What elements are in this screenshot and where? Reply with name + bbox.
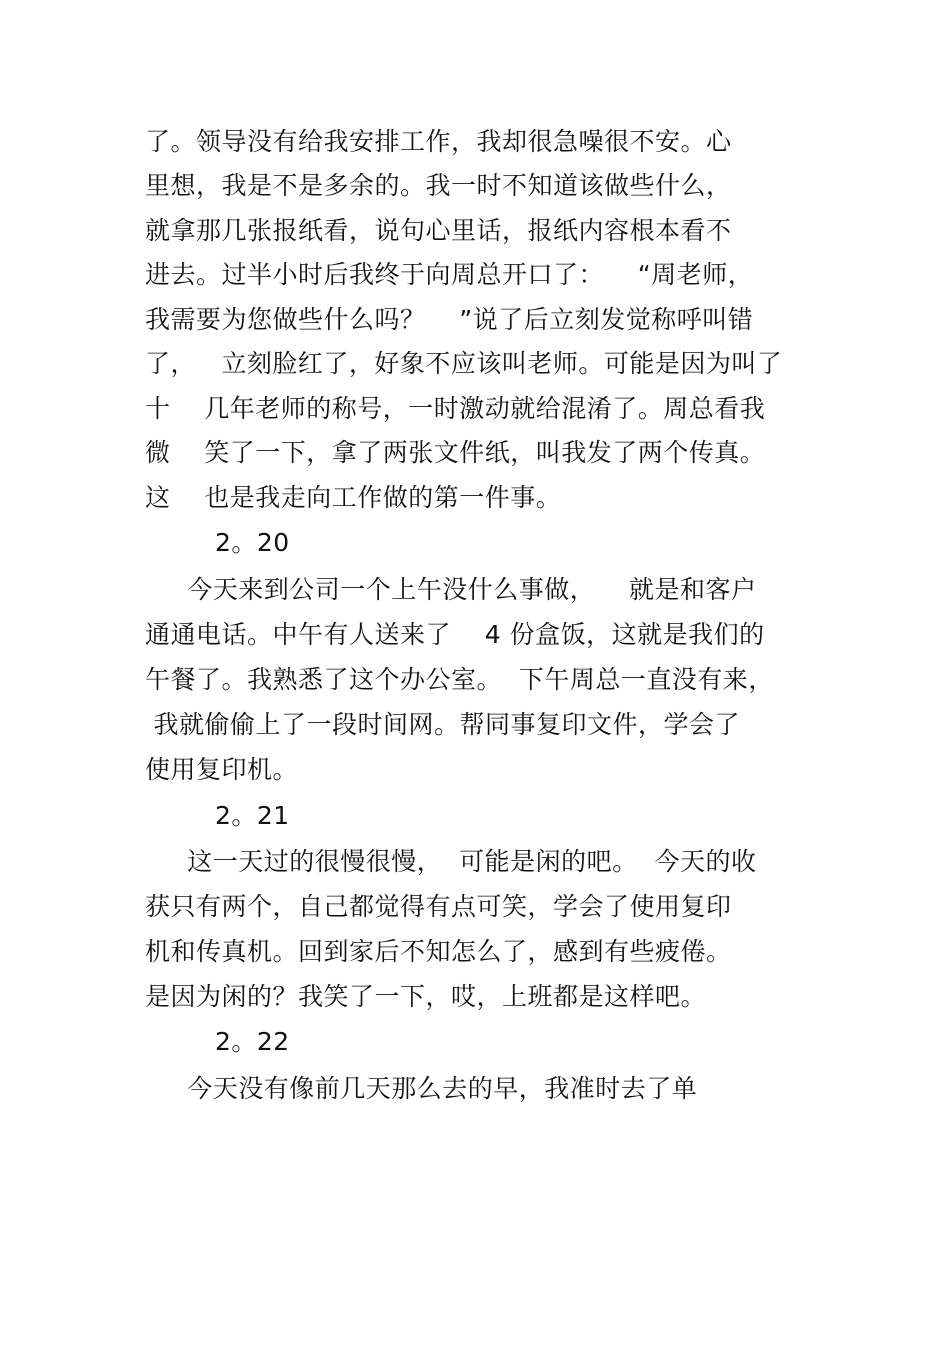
date-heading: 2。20: [215, 528, 290, 557]
text-line: 里想，我是不是多余的。我一时不知道该做些什么，: [145, 171, 732, 200]
date-heading: 2。21: [215, 801, 290, 830]
text-line: 午餐了。我熟悉了这个办公室。 下午周总一直没有来，: [145, 665, 774, 694]
date-heading: 2。22: [215, 1027, 290, 1056]
text-line: 了， 立刻脸红了，好象不应该叫老师。可能是因为叫了: [145, 349, 783, 378]
text-line: 是因为闲的？我笑了一下，哎，上班都是这样吧。: [145, 982, 707, 1011]
text-line: 我就偷偷上了一段时间网。帮同事复印文件，学会了: [145, 710, 740, 739]
text-line: 获只有两个，自己都觉得有点可笑，学会了使用复印: [145, 892, 732, 921]
text-line: 了。领导没有给我安排工作，我却很急噪很不安。心: [145, 127, 732, 156]
text-line: 这 也是我走向工作做的第一件事。: [145, 483, 562, 512]
text-line: 十 几年老师的称号，一时激动就给混淆了。周总看我: [145, 394, 766, 423]
text-line: 使用复印机。: [145, 755, 299, 784]
text-line: 今天没有像前几天那么去的早，我准时去了单: [145, 1074, 698, 1103]
text-line: 进去。过半小时后我终于向周总开口了： “周老师，: [145, 260, 754, 289]
text-line: 通通电话。中午有人送来了 4 份盒饭，这就是我们的: [145, 620, 765, 649]
text-line: 就拿那几张报纸看，说句心里话，报纸内容根本看不: [145, 216, 732, 245]
text-line: 机和传真机。回到家后不知怎么了，感到有些疲倦。: [145, 937, 732, 966]
text-line: 微 笑了一下，拿了两张文件纸，叫我发了两个传真。: [145, 438, 766, 467]
text-line: 今天来到公司一个上午没什么事做， 就是和客户: [145, 575, 757, 604]
text-line: 这一天过的很慢很慢， 可能是闲的吧。 今天的收: [145, 847, 757, 876]
text-line: 我需要为您做些什么吗？ ”说了后立刻发觉称呼叫错: [145, 305, 754, 334]
